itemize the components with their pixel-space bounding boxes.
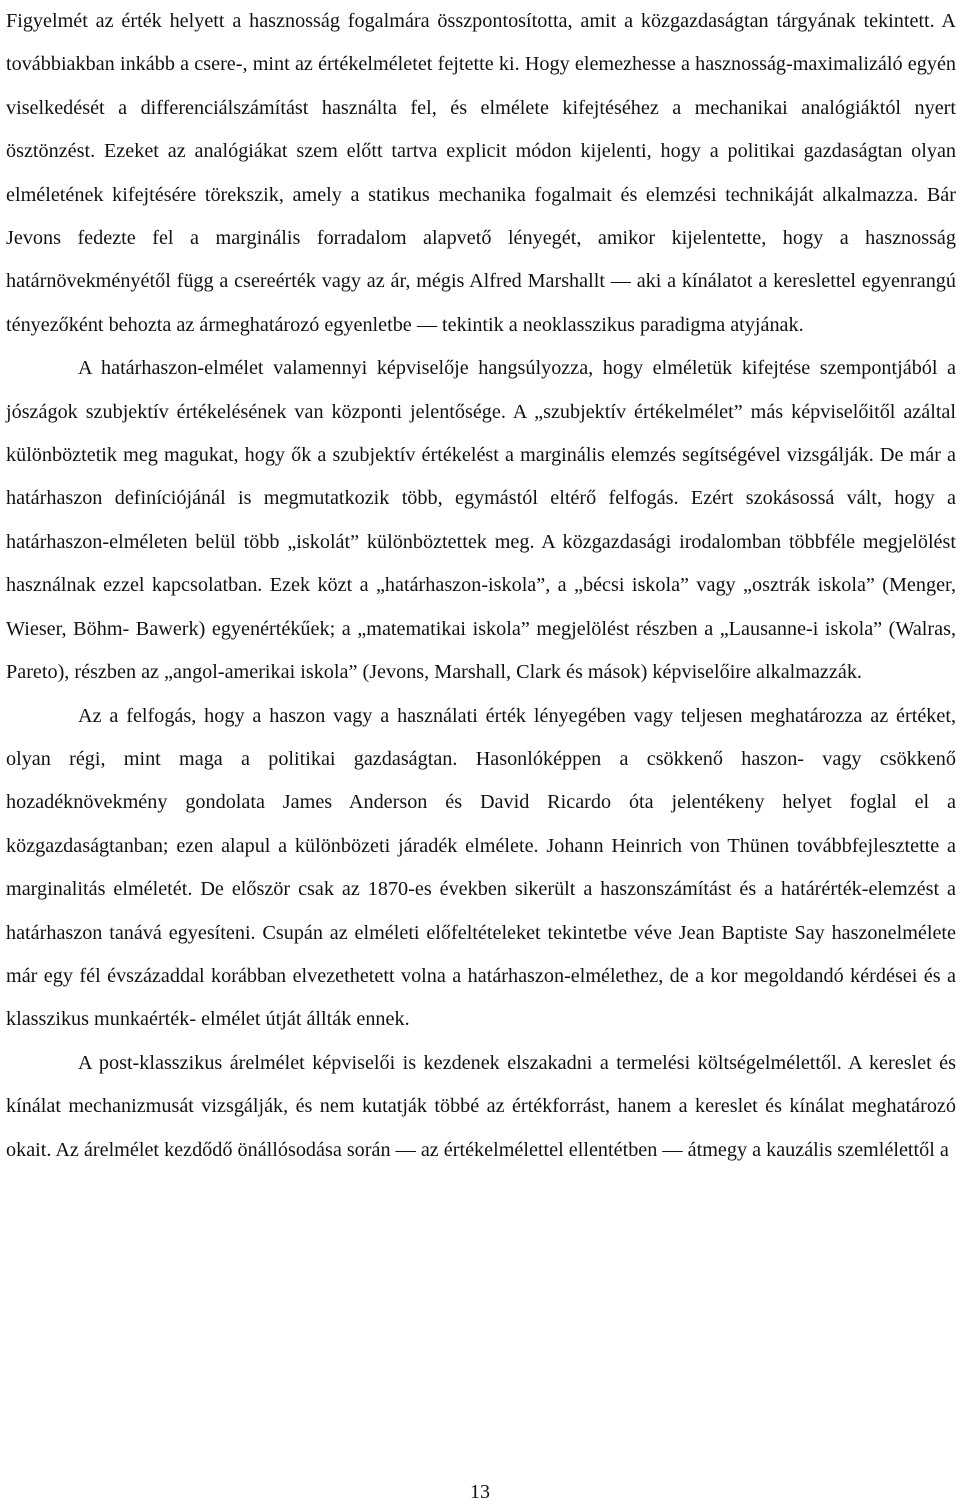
paragraph-2: A határhaszon-elmélet valamennyi képviselője hangsúlyozza, hogy elméletük kifejtése szempontjából a jószágok szubjektív értékelésének van központi jelentősége. A „szubjektív értékelmélet” más képviselőitől azáltal különböztetik meg magukat, hogy ők a szubjektív értékelést a marginális elemzés segítségével vizsgálják. De már a határhaszon definíciójánál is megmutatkozik több, egymástól eltérő felfogás. Ezért szokásossá vált, hogy a határhaszon-elméleten belül több „iskolát” különböztettek meg. A közgazdasági irodalomban többféle megjelölést használnak ezzel kapcsolatban. Ezek közt a „határhaszon-iskola”, a „bécsi iskola” vagy „osztrák iskola” (Menger, Wieser, Böhm- Bawerk) egyenértékűek; a „matematikai iskola” megjelölést részben a „Lausanne-i iskola” (Walras, Pareto), részben az „angol-amerikai iskola” (Jevons, Marshall, Clark és mások) képviselőire alkalmazzák.	[6, 357, 956, 684]
paragraph-4: A post-klasszikus árelmélet képviselői is kezdenek elszakadni a termelési költségelmélettől. A kereslet és kínálat mechanizmusát vizsgálják, és nem kutatják többé az értékforrást, hanem a kereslet és kínálat meghatározó okait. Az árelmélet kezdődő önállósodása során — az értékelmélettel ellentétben — átmegy a kauzális szemlélettől a	[6, 1051, 956, 1161]
paragraph-1: Figyelmét az érték helyett a hasznosság fogalmára összpontosította, amit a közgazdaságtan tárgyának tekintett. A továbbiakban inkább a csere-, mint az értékelméletet fejtette ki. Hogy elemezhesse a hasznosság-maximalizáló egyén viselkedését a differenciálszámítást használta fel, és elmélete kifejtéséhez a mechanikai analógiáktól nyert ösztönzést. Ezeket az analógiákat szem előtt tartva explicit módon kijelenti, hogy a politikai gazdaságtan olyan elméletének kifejtésére törekszik, amely a statikus mechanika fogalmait és elemzési technikáját alkalmazza. Bár Jevons fedezte fel a marginális forradalom alapvető lényegét, amikor kijelentette, hogy a hasznosság határnövekményétől függ a csereérték vagy az ár, mégis Alfred Marshallt — aki a kínálatot a kereslettel egyenrangú tényezőként behozta az ármeghatározó egyenletbe — tekintik a neoklasszikus paradigma atyjának.	[6, 10, 956, 336]
document-page	[6, 0, 956, 1172]
page-number: 13	[470, 1481, 490, 1503]
paragraph-3: Az a felfogás, hogy a haszon vagy a használati érték lényegében vagy teljesen meghatározza az értéket, olyan régi, mint maga a politikai gazdaságtan. Hasonlóképpen a csökkenő haszon- vagy csökkenő hozadéknövekmény gondolata James Anderson és David Ricardo óta jelentékeny helyet foglal el a közgazdaságtanban; ezen alapul a különbözeti járadék elmélete. Johann Heinrich von Thünen továbbfejlesztette a marginalitás elméletét. De először csak az 1870-es években sikerült a haszonszámítást és a határérték-elemzést a határhaszon tanává egyesíteni. Csupán az elméleti előfeltételeket tekintetbe véve Jean Baptiste Say haszonelmélete már egy fél évszázaddal korábban elvezethetett volna a határhaszon-elmélethez, de a kor megoldandó kérdései és a klasszikus munkaérték- elmélet útját állták ennek.	[6, 704, 956, 1031]
